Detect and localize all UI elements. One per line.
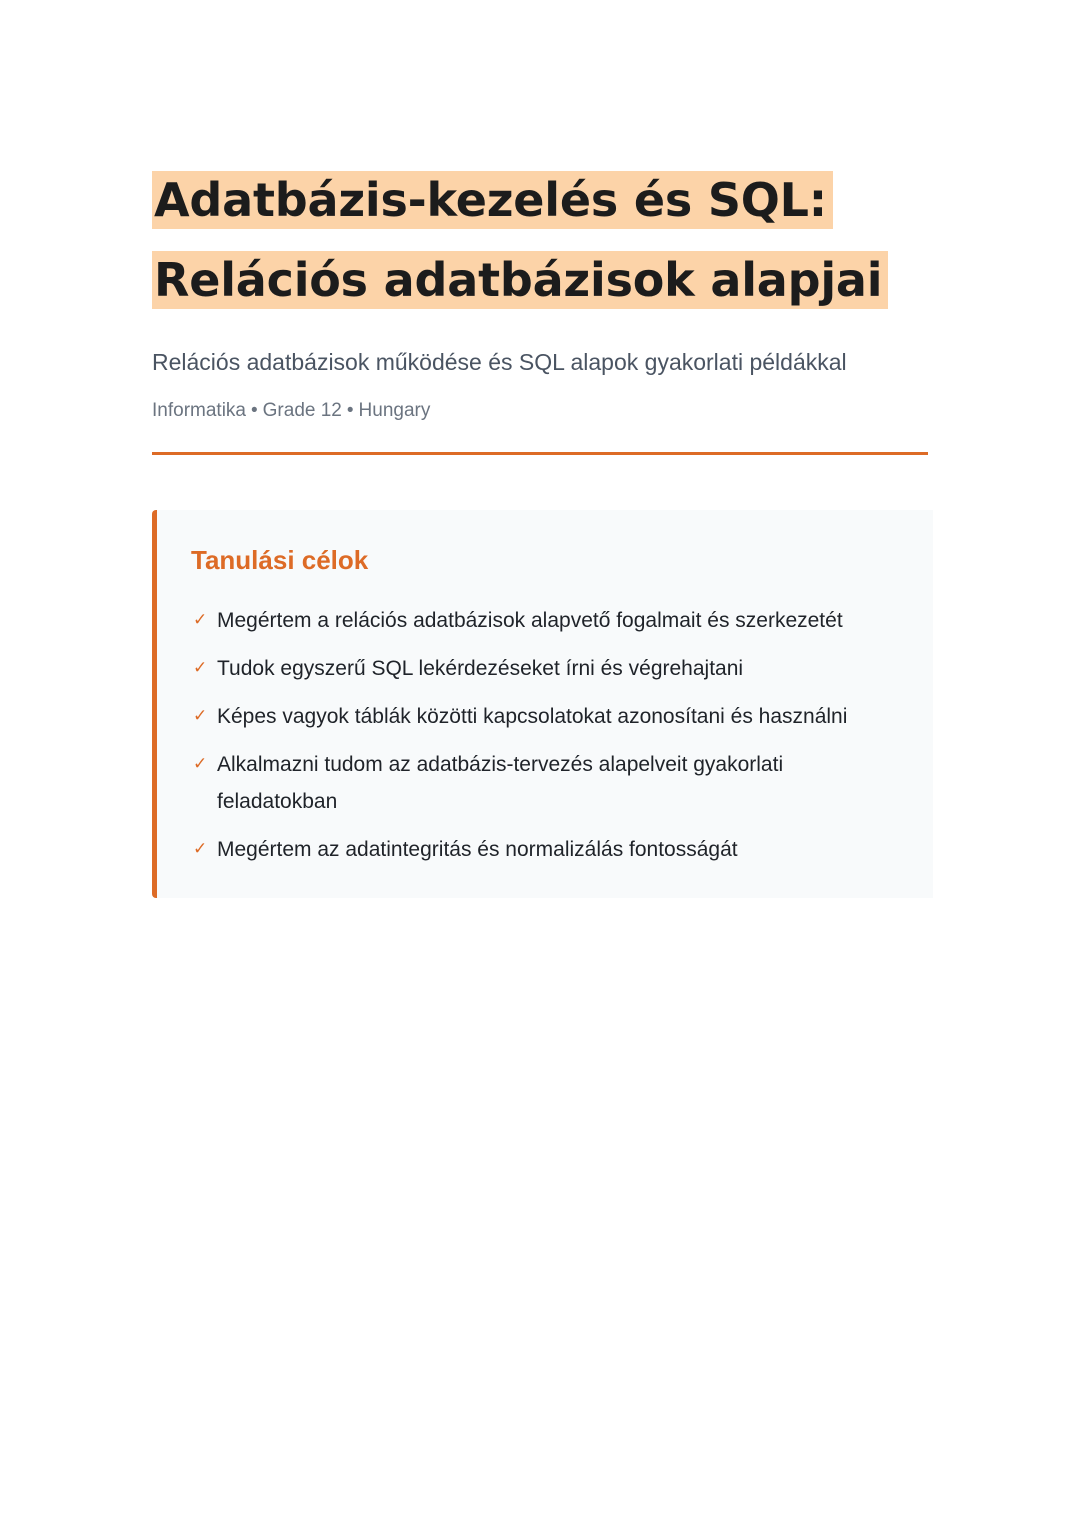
meta-line [152,398,928,424]
title-line-1: Adatbázis-kezelés és SQL: [152,171,833,229]
title-line-2: Relációs adatbázisok alapjai [152,251,888,309]
page-subtitle: Relációs adatbázisok működése és SQL alapok gyakorlati példákkal [152,349,847,375]
page-title [152,160,928,320]
list-item [191,831,903,868]
learning-goals-list [191,602,903,868]
check-icon: ✓ [193,610,208,630]
document-page [152,160,928,898]
goal-text: Alkalmazni tudom az adatbázis-tervezés alapelveit gyakorlati feladatokban [217,753,784,813]
check-icon: ✓ [193,754,208,774]
goal-text: Tudok egyszerű SQL lekérdezéseket írni és végrehajtani [217,657,744,680]
check-icon: ✓ [193,658,208,678]
goal-text: Képes vagyok táblák közötti kapcsolatokat azonosítani és használni [217,705,848,728]
goal-text: Megértem a relációs adatbázisok alapvető fogalmait és szerkezetét [217,609,843,632]
learning-goals-box [152,510,933,898]
list-item [191,698,903,735]
meta-subject: Informatika [152,400,246,421]
list-item [191,602,903,639]
goal-text: Megértem az adatintegritás és normalizálás fontosságát [217,838,738,861]
list-item [191,650,903,687]
header-divider [152,452,928,455]
learning-goals-title: Tanulási célok [191,545,369,575]
check-icon: ✓ [193,706,208,726]
meta-grade: Grade 12 [262,400,342,421]
meta-separator: • [250,400,258,421]
list-item [191,746,903,820]
meta-separator: • [346,400,354,421]
meta-country: Hungary [358,400,431,421]
check-icon: ✓ [193,839,208,859]
